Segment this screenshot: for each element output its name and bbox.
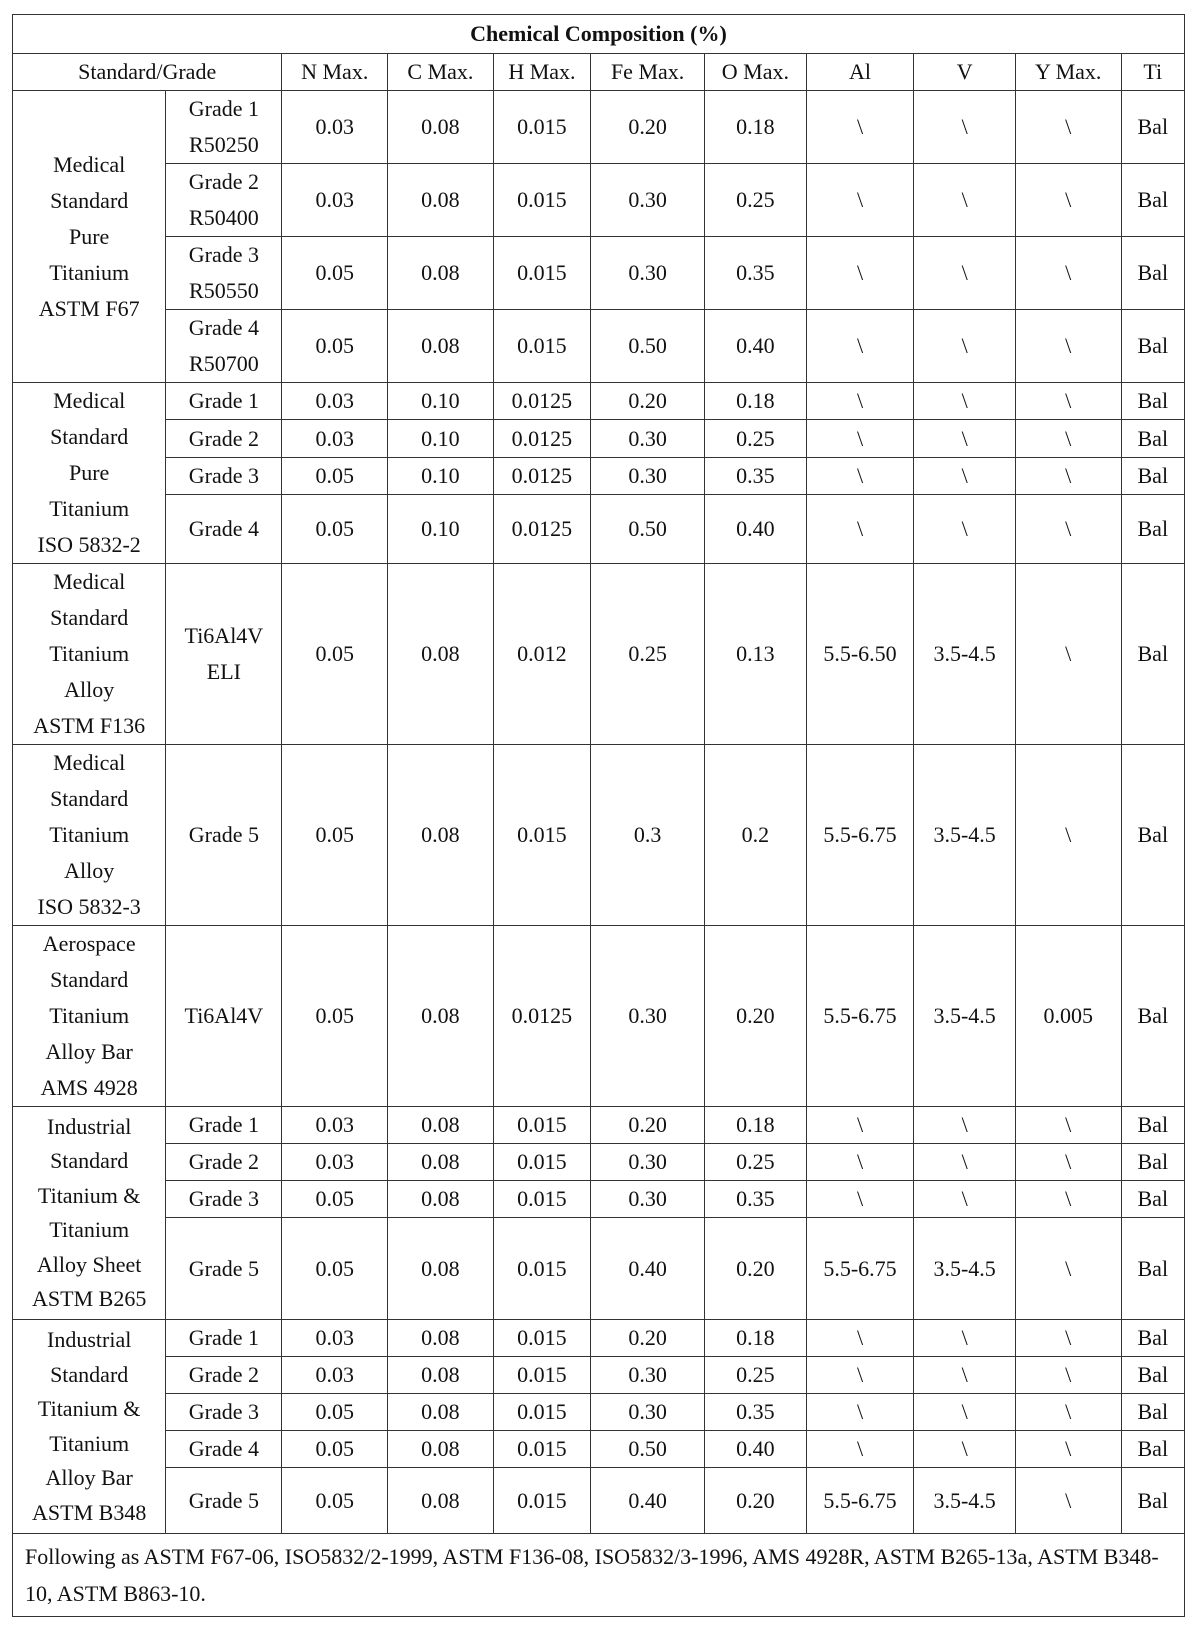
value-cell-h-max: 0.0125 bbox=[493, 495, 590, 564]
value-cell-fe-max: 0.50 bbox=[591, 310, 705, 383]
value-cell-c-max: 0.08 bbox=[388, 1107, 494, 1144]
value-cell-y-max: \ bbox=[1015, 1320, 1121, 1357]
value-cell-c-max: 0.08 bbox=[388, 91, 494, 164]
value-cell-al: \ bbox=[806, 420, 914, 457]
value-cell-v: \ bbox=[914, 383, 1016, 420]
value-cell-o-max: 0.20 bbox=[705, 1468, 807, 1534]
value-cell-o-max: 0.18 bbox=[705, 91, 807, 164]
grade-cell: Grade 1 bbox=[166, 1107, 282, 1144]
composition-table bbox=[12, 14, 1185, 1617]
header-v: V bbox=[914, 54, 1016, 91]
value-cell-o-max: 0.25 bbox=[705, 1144, 807, 1181]
value-cell-o-max: 0.35 bbox=[705, 457, 807, 494]
value-cell-o-max: 0.25 bbox=[705, 1357, 807, 1394]
value-cell-n-max: 0.03 bbox=[282, 1107, 388, 1144]
value-cell-h-max: 0.015 bbox=[493, 164, 590, 237]
standard-cell: Aerospace Standard Titanium Alloy Bar AMS 4928 bbox=[13, 926, 166, 1107]
value-cell-o-max: 0.40 bbox=[705, 1431, 807, 1468]
value-cell-y-max: \ bbox=[1015, 457, 1121, 494]
standard-cell: Medical Standard Pure Titanium ASTM F67 bbox=[13, 91, 166, 383]
standard-cell: Medical Standard Titanium Alloy ASTM F136 bbox=[13, 564, 166, 745]
value-cell-ti: Bal bbox=[1121, 91, 1184, 164]
value-cell-al: \ bbox=[806, 1144, 914, 1181]
value-cell-y-max: \ bbox=[1015, 1394, 1121, 1431]
value-cell-h-max: 0.015 bbox=[493, 1468, 590, 1534]
value-cell-h-max: 0.015 bbox=[493, 1394, 590, 1431]
value-cell-v: \ bbox=[914, 310, 1016, 383]
value-cell-fe-max: 0.20 bbox=[591, 383, 705, 420]
value-cell-o-max: 0.40 bbox=[705, 495, 807, 564]
value-cell-al: \ bbox=[806, 237, 914, 310]
value-cell-y-max: \ bbox=[1015, 1181, 1121, 1218]
value-cell-fe-max: 0.30 bbox=[591, 457, 705, 494]
standard-cell: Medical Standard Pure Titanium ISO 5832-2 bbox=[13, 383, 166, 564]
standard-cell: Medical Standard Titanium Alloy ISO 5832-3 bbox=[13, 745, 166, 926]
value-cell-c-max: 0.08 bbox=[388, 745, 494, 926]
value-cell-al: \ bbox=[806, 1357, 914, 1394]
value-cell-y-max: \ bbox=[1015, 420, 1121, 457]
value-cell-fe-max: 0.20 bbox=[591, 1107, 705, 1144]
value-cell-ti: Bal bbox=[1121, 926, 1184, 1107]
value-cell-n-max: 0.05 bbox=[282, 495, 388, 564]
value-cell-v: 3.5-4.5 bbox=[914, 1468, 1016, 1534]
value-cell-h-max: 0.015 bbox=[493, 1107, 590, 1144]
value-cell-n-max: 0.05 bbox=[282, 1218, 388, 1320]
value-cell-y-max: \ bbox=[1015, 310, 1121, 383]
value-cell-ti: Bal bbox=[1121, 1107, 1184, 1144]
value-cell-n-max: 0.03 bbox=[282, 91, 388, 164]
value-cell-fe-max: 0.30 bbox=[591, 420, 705, 457]
table-row bbox=[13, 420, 1185, 457]
value-cell-fe-max: 0.3 bbox=[591, 745, 705, 926]
table-title: Chemical Composition (%) bbox=[13, 15, 1185, 54]
table-row bbox=[13, 1394, 1185, 1431]
value-cell-y-max: \ bbox=[1015, 91, 1121, 164]
value-cell-o-max: 0.35 bbox=[705, 237, 807, 310]
value-cell-n-max: 0.03 bbox=[282, 1357, 388, 1394]
value-cell-c-max: 0.10 bbox=[388, 420, 494, 457]
value-cell-c-max: 0.08 bbox=[388, 1431, 494, 1468]
value-cell-o-max: 0.35 bbox=[705, 1394, 807, 1431]
value-cell-h-max: 0.015 bbox=[493, 237, 590, 310]
header-fe-max: Fe Max. bbox=[591, 54, 705, 91]
value-cell-fe-max: 0.20 bbox=[591, 1320, 705, 1357]
value-cell-y-max: \ bbox=[1015, 164, 1121, 237]
value-cell-ti: Bal bbox=[1121, 164, 1184, 237]
value-cell-c-max: 0.10 bbox=[388, 495, 494, 564]
value-cell-y-max: \ bbox=[1015, 1107, 1121, 1144]
value-cell-fe-max: 0.40 bbox=[591, 1218, 705, 1320]
value-cell-o-max: 0.13 bbox=[705, 564, 807, 745]
header-al: Al bbox=[806, 54, 914, 91]
value-cell-v: 3.5-4.5 bbox=[914, 926, 1016, 1107]
value-cell-y-max: \ bbox=[1015, 1357, 1121, 1394]
value-cell-c-max: 0.08 bbox=[388, 926, 494, 1107]
header-c-max: C Max. bbox=[388, 54, 494, 91]
value-cell-c-max: 0.08 bbox=[388, 564, 494, 745]
table-row bbox=[13, 1320, 1185, 1357]
value-cell-o-max: 0.20 bbox=[705, 926, 807, 1107]
value-cell-v: \ bbox=[914, 1144, 1016, 1181]
value-cell-y-max: 0.005 bbox=[1015, 926, 1121, 1107]
value-cell-c-max: 0.08 bbox=[388, 1320, 494, 1357]
footnote-row bbox=[13, 1534, 1185, 1617]
table-row bbox=[13, 383, 1185, 420]
table-row bbox=[13, 495, 1185, 564]
value-cell-v: \ bbox=[914, 164, 1016, 237]
header-n-max: N Max. bbox=[282, 54, 388, 91]
value-cell-ti: Bal bbox=[1121, 1394, 1184, 1431]
value-cell-fe-max: 0.30 bbox=[591, 237, 705, 310]
value-cell-n-max: 0.03 bbox=[282, 420, 388, 457]
grade-cell: Grade 4 bbox=[166, 495, 282, 564]
value-cell-c-max: 0.08 bbox=[388, 237, 494, 310]
value-cell-h-max: 0.015 bbox=[493, 1181, 590, 1218]
value-cell-v: \ bbox=[914, 1394, 1016, 1431]
value-cell-h-max: 0.0125 bbox=[493, 383, 590, 420]
value-cell-o-max: 0.18 bbox=[705, 1320, 807, 1357]
value-cell-v: \ bbox=[914, 91, 1016, 164]
value-cell-v: \ bbox=[914, 237, 1016, 310]
value-cell-fe-max: 0.30 bbox=[591, 1144, 705, 1181]
value-cell-c-max: 0.08 bbox=[388, 1394, 494, 1431]
grade-cell: Grade 2 R50400 bbox=[166, 164, 282, 237]
value-cell-y-max: \ bbox=[1015, 1144, 1121, 1181]
value-cell-v: \ bbox=[914, 1357, 1016, 1394]
value-cell-o-max: 0.35 bbox=[705, 1181, 807, 1218]
value-cell-c-max: 0.08 bbox=[388, 1218, 494, 1320]
value-cell-ti: Bal bbox=[1121, 1181, 1184, 1218]
value-cell-fe-max: 0.20 bbox=[591, 91, 705, 164]
value-cell-n-max: 0.03 bbox=[282, 1144, 388, 1181]
value-cell-n-max: 0.05 bbox=[282, 1394, 388, 1431]
value-cell-al: \ bbox=[806, 383, 914, 420]
value-cell-fe-max: 0.30 bbox=[591, 1357, 705, 1394]
standard-cell: Industrial Standard Titanium & Titanium Alloy Bar ASTM B348 bbox=[13, 1320, 166, 1534]
grade-cell: Grade 5 bbox=[166, 745, 282, 926]
value-cell-ti: Bal bbox=[1121, 564, 1184, 745]
value-cell-al: 5.5-6.75 bbox=[806, 1218, 914, 1320]
table-row bbox=[13, 91, 1185, 164]
value-cell-ti: Bal bbox=[1121, 1357, 1184, 1394]
value-cell-c-max: 0.08 bbox=[388, 1144, 494, 1181]
value-cell-ti: Bal bbox=[1121, 745, 1184, 926]
value-cell-n-max: 0.05 bbox=[282, 564, 388, 745]
value-cell-n-max: 0.05 bbox=[282, 237, 388, 310]
table-row bbox=[13, 1357, 1185, 1394]
value-cell-v: \ bbox=[914, 495, 1016, 564]
value-cell-al: \ bbox=[806, 1320, 914, 1357]
table-row bbox=[13, 237, 1185, 310]
table-row bbox=[13, 745, 1185, 926]
value-cell-h-max: 0.0125 bbox=[493, 457, 590, 494]
table-row bbox=[13, 1144, 1185, 1181]
value-cell-c-max: 0.08 bbox=[388, 1357, 494, 1394]
value-cell-ti: Bal bbox=[1121, 1218, 1184, 1320]
header-ti: Ti bbox=[1121, 54, 1184, 91]
value-cell-h-max: 0.015 bbox=[493, 1218, 590, 1320]
grade-cell: Grade 3 bbox=[166, 457, 282, 494]
value-cell-c-max: 0.10 bbox=[388, 383, 494, 420]
value-cell-c-max: 0.08 bbox=[388, 310, 494, 383]
header-y-max: Y Max. bbox=[1015, 54, 1121, 91]
table-row bbox=[13, 1468, 1185, 1534]
table-row bbox=[13, 926, 1185, 1107]
value-cell-n-max: 0.05 bbox=[282, 926, 388, 1107]
value-cell-ti: Bal bbox=[1121, 237, 1184, 310]
value-cell-al: \ bbox=[806, 1394, 914, 1431]
value-cell-y-max: \ bbox=[1015, 1468, 1121, 1534]
value-cell-al: \ bbox=[806, 91, 914, 164]
value-cell-v: 3.5-4.5 bbox=[914, 745, 1016, 926]
value-cell-y-max: \ bbox=[1015, 383, 1121, 420]
value-cell-al: \ bbox=[806, 1107, 914, 1144]
value-cell-fe-max: 0.50 bbox=[591, 1431, 705, 1468]
header-o-max: O Max. bbox=[705, 54, 807, 91]
value-cell-o-max: 0.2 bbox=[705, 745, 807, 926]
value-cell-fe-max: 0.30 bbox=[591, 164, 705, 237]
value-cell-c-max: 0.10 bbox=[388, 457, 494, 494]
value-cell-v: 3.5-4.5 bbox=[914, 1218, 1016, 1320]
header-h-max: H Max. bbox=[493, 54, 590, 91]
value-cell-al: 5.5-6.75 bbox=[806, 926, 914, 1107]
value-cell-al: 5.5-6.75 bbox=[806, 745, 914, 926]
table-row bbox=[13, 1431, 1185, 1468]
value-cell-ti: Bal bbox=[1121, 420, 1184, 457]
value-cell-h-max: 0.0125 bbox=[493, 926, 590, 1107]
value-cell-fe-max: 0.30 bbox=[591, 1181, 705, 1218]
value-cell-y-max: \ bbox=[1015, 1431, 1121, 1468]
grade-cell: Grade 2 bbox=[166, 1144, 282, 1181]
value-cell-n-max: 0.03 bbox=[282, 383, 388, 420]
value-cell-ti: Bal bbox=[1121, 1320, 1184, 1357]
value-cell-h-max: 0.0125 bbox=[493, 420, 590, 457]
value-cell-y-max: \ bbox=[1015, 237, 1121, 310]
value-cell-ti: Bal bbox=[1121, 1144, 1184, 1181]
table-row bbox=[13, 310, 1185, 383]
value-cell-fe-max: 0.40 bbox=[591, 1468, 705, 1534]
grade-cell: Grade 3 R50550 bbox=[166, 237, 282, 310]
table-row bbox=[13, 164, 1185, 237]
value-cell-ti: Bal bbox=[1121, 457, 1184, 494]
value-cell-n-max: 0.05 bbox=[282, 745, 388, 926]
value-cell-fe-max: 0.30 bbox=[591, 926, 705, 1107]
value-cell-v: \ bbox=[914, 1181, 1016, 1218]
value-cell-n-max: 0.03 bbox=[282, 1320, 388, 1357]
grade-cell: Grade 5 bbox=[166, 1468, 282, 1534]
table-row bbox=[13, 1218, 1185, 1320]
value-cell-o-max: 0.40 bbox=[705, 310, 807, 383]
grade-cell: Grade 5 bbox=[166, 1218, 282, 1320]
value-cell-y-max: \ bbox=[1015, 745, 1121, 926]
value-cell-c-max: 0.08 bbox=[388, 1181, 494, 1218]
grade-cell: Grade 2 bbox=[166, 1357, 282, 1394]
value-cell-al: 5.5-6.75 bbox=[806, 1468, 914, 1534]
composition-sheet bbox=[12, 14, 1185, 1617]
value-cell-o-max: 0.25 bbox=[705, 420, 807, 457]
value-cell-v: \ bbox=[914, 1431, 1016, 1468]
header-standard-grade: Standard/Grade bbox=[13, 54, 282, 91]
value-cell-v: \ bbox=[914, 420, 1016, 457]
value-cell-al: \ bbox=[806, 164, 914, 237]
value-cell-n-max: 0.05 bbox=[282, 1431, 388, 1468]
grade-cell: Grade 3 bbox=[166, 1181, 282, 1218]
value-cell-fe-max: 0.50 bbox=[591, 495, 705, 564]
grade-cell: Grade 4 bbox=[166, 1431, 282, 1468]
value-cell-c-max: 0.08 bbox=[388, 164, 494, 237]
value-cell-h-max: 0.012 bbox=[493, 564, 590, 745]
grade-cell: Ti6Al4V ELI bbox=[166, 564, 282, 745]
value-cell-v: \ bbox=[914, 1107, 1016, 1144]
value-cell-ti: Bal bbox=[1121, 383, 1184, 420]
grade-cell: Grade 4 R50700 bbox=[166, 310, 282, 383]
value-cell-c-max: 0.08 bbox=[388, 1468, 494, 1534]
table-row bbox=[13, 457, 1185, 494]
value-cell-al: \ bbox=[806, 457, 914, 494]
value-cell-al: \ bbox=[806, 1431, 914, 1468]
value-cell-y-max: \ bbox=[1015, 564, 1121, 745]
header-row bbox=[13, 54, 1185, 91]
value-cell-ti: Bal bbox=[1121, 1431, 1184, 1468]
value-cell-h-max: 0.015 bbox=[493, 1357, 590, 1394]
table-row bbox=[13, 564, 1185, 745]
value-cell-al: \ bbox=[806, 495, 914, 564]
grade-cell: Ti6Al4V bbox=[166, 926, 282, 1107]
value-cell-o-max: 0.25 bbox=[705, 164, 807, 237]
value-cell-v: 3.5-4.5 bbox=[914, 564, 1016, 745]
value-cell-ti: Bal bbox=[1121, 1468, 1184, 1534]
value-cell-ti: Bal bbox=[1121, 310, 1184, 383]
value-cell-h-max: 0.015 bbox=[493, 1431, 590, 1468]
value-cell-h-max: 0.015 bbox=[493, 1320, 590, 1357]
value-cell-v: \ bbox=[914, 1320, 1016, 1357]
value-cell-y-max: \ bbox=[1015, 1218, 1121, 1320]
value-cell-n-max: 0.05 bbox=[282, 1468, 388, 1534]
value-cell-h-max: 0.015 bbox=[493, 745, 590, 926]
table-row bbox=[13, 1107, 1185, 1144]
table-row bbox=[13, 1181, 1185, 1218]
grade-cell: Grade 3 bbox=[166, 1394, 282, 1431]
value-cell-n-max: 0.03 bbox=[282, 164, 388, 237]
value-cell-al: \ bbox=[806, 310, 914, 383]
value-cell-n-max: 0.05 bbox=[282, 1181, 388, 1218]
value-cell-n-max: 0.05 bbox=[282, 310, 388, 383]
value-cell-h-max: 0.015 bbox=[493, 91, 590, 164]
value-cell-y-max: \ bbox=[1015, 495, 1121, 564]
grade-cell: Grade 1 bbox=[166, 1320, 282, 1357]
value-cell-al: 5.5-6.50 bbox=[806, 564, 914, 745]
footnote: Following as ASTM F67-06, ISO5832/2-1999, ASTM F136-08, ISO5832/3-1996, AMS 4928R, ASTM B265-13a, ASTM B348-10, ASTM B863-10. bbox=[13, 1534, 1185, 1617]
value-cell-ti: Bal bbox=[1121, 495, 1184, 564]
standard-cell: Industrial Standard Titanium & Titanium Alloy Sheet ASTM B265 bbox=[13, 1107, 166, 1320]
value-cell-fe-max: 0.30 bbox=[591, 1394, 705, 1431]
value-cell-fe-max: 0.25 bbox=[591, 564, 705, 745]
value-cell-v: \ bbox=[914, 457, 1016, 494]
value-cell-o-max: 0.18 bbox=[705, 1107, 807, 1144]
grade-cell: Grade 1 R50250 bbox=[166, 91, 282, 164]
value-cell-al: \ bbox=[806, 1181, 914, 1218]
value-cell-o-max: 0.18 bbox=[705, 383, 807, 420]
value-cell-o-max: 0.20 bbox=[705, 1218, 807, 1320]
value-cell-h-max: 0.015 bbox=[493, 1144, 590, 1181]
value-cell-h-max: 0.015 bbox=[493, 310, 590, 383]
value-cell-n-max: 0.05 bbox=[282, 457, 388, 494]
grade-cell: Grade 2 bbox=[166, 420, 282, 457]
grade-cell: Grade 1 bbox=[166, 383, 282, 420]
